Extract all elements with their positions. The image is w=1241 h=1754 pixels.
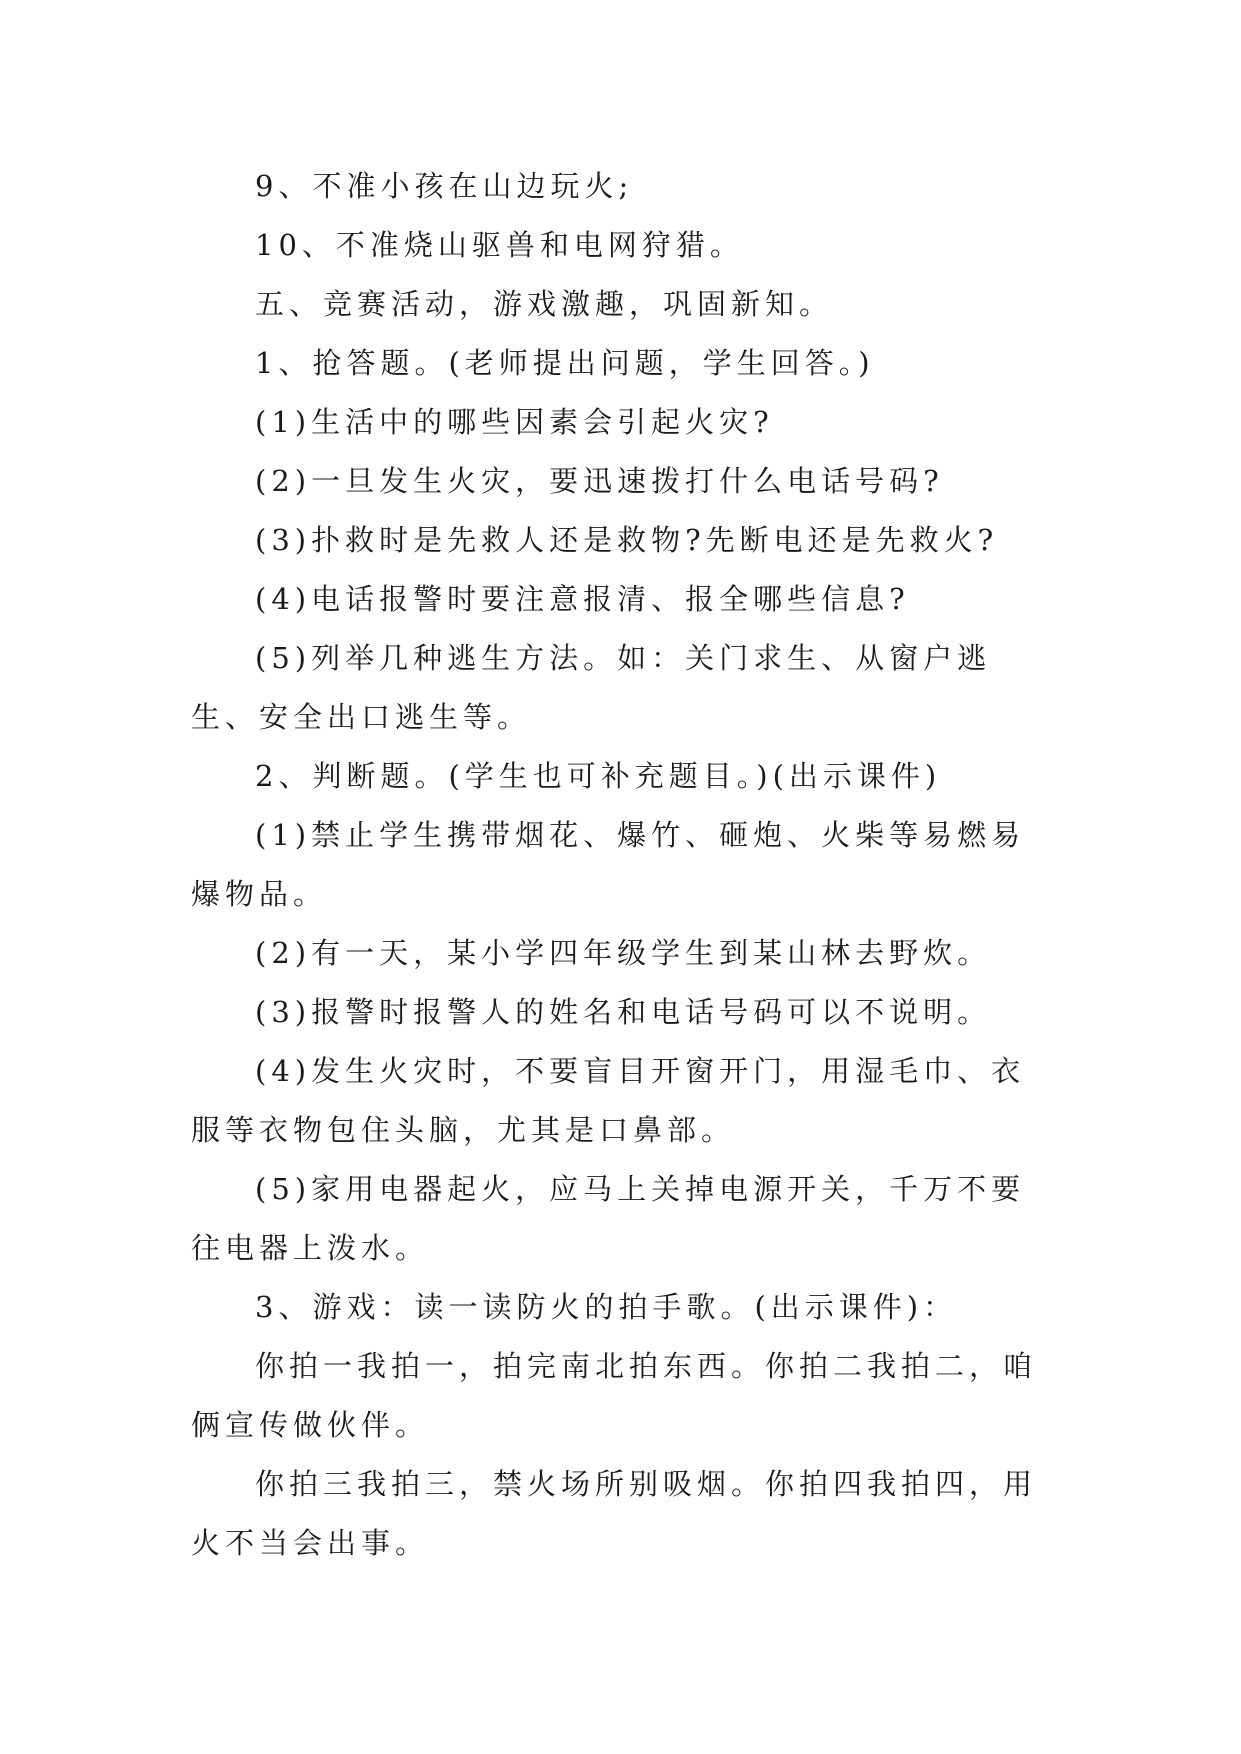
question-item: (4)发生火灾时，不要盲目开窗开门，用湿毛巾、衣服等衣物包住头脑，尤其是口鼻部。 <box>191 1054 1026 1147</box>
paragraph: 10、不准烧山驱兽和电网狩猎。 <box>255 228 744 262</box>
paragraph: 1、抢答题。(老师提出问题，学生回答。) <box>255 346 875 380</box>
question-item: (5)家用电器起火，应马上关掉电源开关，千万不要往电器上泼水。 <box>191 1172 1026 1265</box>
question-item: (1)禁止学生携带烟花、爆竹、砸炮、火柴等易燃易爆物品。 <box>191 818 1026 911</box>
song-verse: 你拍三我拍三，禁火场所别吸烟。你拍四我拍四，用火不当会出事。 <box>191 1467 1038 1560</box>
question-item: (1)生活中的哪些因素会引起火灾? <box>255 405 774 439</box>
section-heading: 五、竞赛活动，游戏激趣，巩固新知。 <box>255 287 834 321</box>
paragraph: 2、判断题。(学生也可补充题目。)(出示课件) <box>255 759 942 793</box>
question-item: (2)一旦发生火灾，要迅速拨打什么电话号码? <box>255 464 944 498</box>
document-body <box>191 157 1051 1573</box>
question-item: (3)报警时报警人的姓名和电话号码可以不说明。 <box>255 995 992 1029</box>
paragraph: 3、游戏：读一读防火的拍手歌。(出示课件)： <box>255 1290 958 1324</box>
question-item: (4)电话报警时要注意报清、报全哪些信息? <box>255 582 910 616</box>
paragraph: 9、不准小孩在山边玩火; <box>255 169 634 203</box>
question-item: (5)列举几种逃生方法。如：关门求生、从窗户逃生、安全出口逃生等。 <box>191 641 992 734</box>
song-verse: 你拍一我拍一，拍完南北拍东西。你拍二我拍二，咱俩宣传做伙伴。 <box>191 1349 1038 1442</box>
question-item: (2)有一天，某小学四年级学生到某山林去野炊。 <box>255 936 992 970</box>
question-item: (3)扑救时是先救人还是救物?先断电还是先救火? <box>255 523 999 557</box>
